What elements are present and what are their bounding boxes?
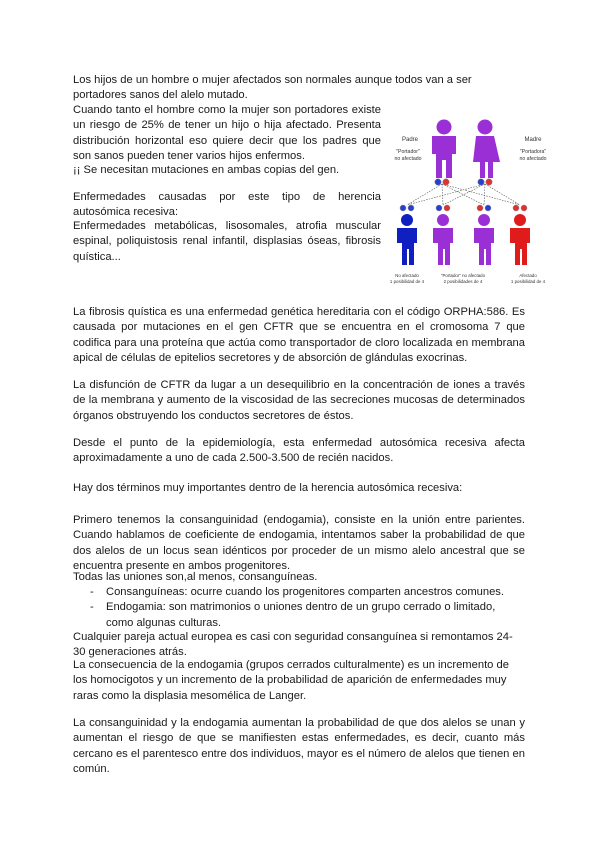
- bullet-consanguineas-text: Consanguíneas: ocurre cuando los progenitores comparten ancestros comunes.: [106, 586, 505, 598]
- mother-status-1: "Portadora": [519, 149, 547, 155]
- children-alleles: [400, 205, 527, 211]
- european-couple-paragraph: Cualquier pareja actual europea es casi con seguridad consanguínea si remontamos 24-30 generaciones atrás.: [73, 631, 513, 659]
- cftr-dysfunction-paragraph: La disfunción de CFTR da lugar a un desequilibrio en la concentración de iones a través de la membrana y aumento de la viscosidad de las secreciones mucosas de determinados órganos obstruyendo los conductos secretores de éstos.: [73, 379, 525, 422]
- bullet-endogamia-text: Endogamia: son matrimonios o uniones dentro de un grupo cerrado o limitado, como algunas culturas.: [106, 601, 496, 629]
- child-affected-figure: [510, 214, 530, 265]
- child-carrier-label-2: 2 posibilidades de 4: [443, 279, 483, 284]
- two-terms-paragraph: Hay dos términos muy importantes dentro de la herencia autosómica recesiva:: [73, 482, 463, 494]
- conclusion-paragraph: La consanguinidad y la endogamia aumentan la probabilidad de que dos alelos se unan y aumentan el riesgo de que se manifiesten estas enfermedades, es decir, cuanto más cercano es el parentesco entre dos individuos, mayor es el número de alelos que tienen en común.: [73, 717, 525, 776]
- cf-intro-paragraph: La fibrosis quística es una enfermedad genética hereditaria con el código ORPHA:586. Es causada por mutaciones en el gen CFTR que se encuentra en el cromosoma 7 que codifica para una proteína que actúa como transportador de cloro localizada en membrana apical de células de epitelios secretores y de absorción de glándulas exocrinas.: [73, 306, 525, 365]
- mother-figure: [473, 120, 500, 186]
- father-status-1: "Portador": [396, 149, 420, 155]
- bullet-consanguineas: [73, 585, 525, 600]
- consequence-paragraph: La consecuencia de la endogamia (grupos cerrados culturalmente) es un incremento de los homocigotos y un incremento de la probabilidad de aparición de enfermedades muy raras como la displasia mesomélica de Langer.: [73, 659, 509, 702]
- mother-status-2: no afectado: [519, 156, 547, 162]
- father-label: Padre: [401, 137, 419, 143]
- mother-label: Madre: [524, 137, 542, 143]
- bullet-dash: -: [90, 586, 94, 598]
- child-carrier-1-figure: [433, 214, 453, 265]
- child-healthy-figure: [397, 214, 417, 265]
- child-carrier-2-figure: [474, 214, 494, 265]
- diseases-list: Enfermedades metabólicas, lisosomales, atrofia muscular espinal, poliquistosis renal infantil, displasias óseas, fibrosis quística...: [73, 220, 381, 263]
- diseases-title: Enfermedades causadas por este tipo de herencia autosómica recesiva:: [73, 191, 381, 219]
- child-healthy-label-1: No afectado: [395, 273, 419, 278]
- inheritance-lines: [407, 184, 520, 205]
- epidemiology-paragraph: Desde el punto de la epidemiología, esta enfermedad autosómica recesiva afecta aproximadamente a uno de cada 2.500-3.500 de recién nacidos.: [73, 437, 525, 465]
- child-affected-label-1: Afectado: [519, 273, 537, 278]
- carrier-risk-paragraph: Cuando tanto el hombre como la mujer son portadores existe un riesgo de 25% de tener un hijo o hija afectado. Presenta distribución horizontal eso quiere decir que los padres que son sanos pueden tener varios hijos enfermos.: [73, 104, 381, 163]
- child-healthy-label-2: 1 posibilidad de 4: [389, 279, 425, 284]
- father-status-2: no afectado: [394, 156, 422, 162]
- child-affected-label-2: 1 posibilidad de 4: [510, 279, 546, 284]
- inheritance-diagram: [388, 108, 560, 288]
- bullet-endogamia: [73, 600, 525, 631]
- consanguinity-paragraph: Primero tenemos la consanguinidad (endogamia), consiste en la unión entre parientes. Cuando hablamos de coeficiente de endogamia, intentamos saber la probabilidad de que dos alelos de un locus sean idénticos por proceder de un mismo alelo ancestral que se encuentra presente en ambos progenitores.: [73, 514, 525, 573]
- mutation-note: ¡¡ Se necesitan mutaciones en ambas copias del gen.: [73, 164, 340, 176]
- intro-paragraph: Los hijos de un hombre o mujer afectados son normales aunque todos van a ser portadores sanos del alelo mutado.: [73, 74, 472, 102]
- terms-bullet-list: [73, 585, 525, 631]
- all-unions-line: Todas las uniones son,al menos, consanguíneas.: [73, 571, 318, 583]
- child-carrier-label-1: "Portador" no afectado: [440, 273, 486, 278]
- bullet-dash: -: [90, 601, 94, 614]
- father-figure: [432, 120, 456, 186]
